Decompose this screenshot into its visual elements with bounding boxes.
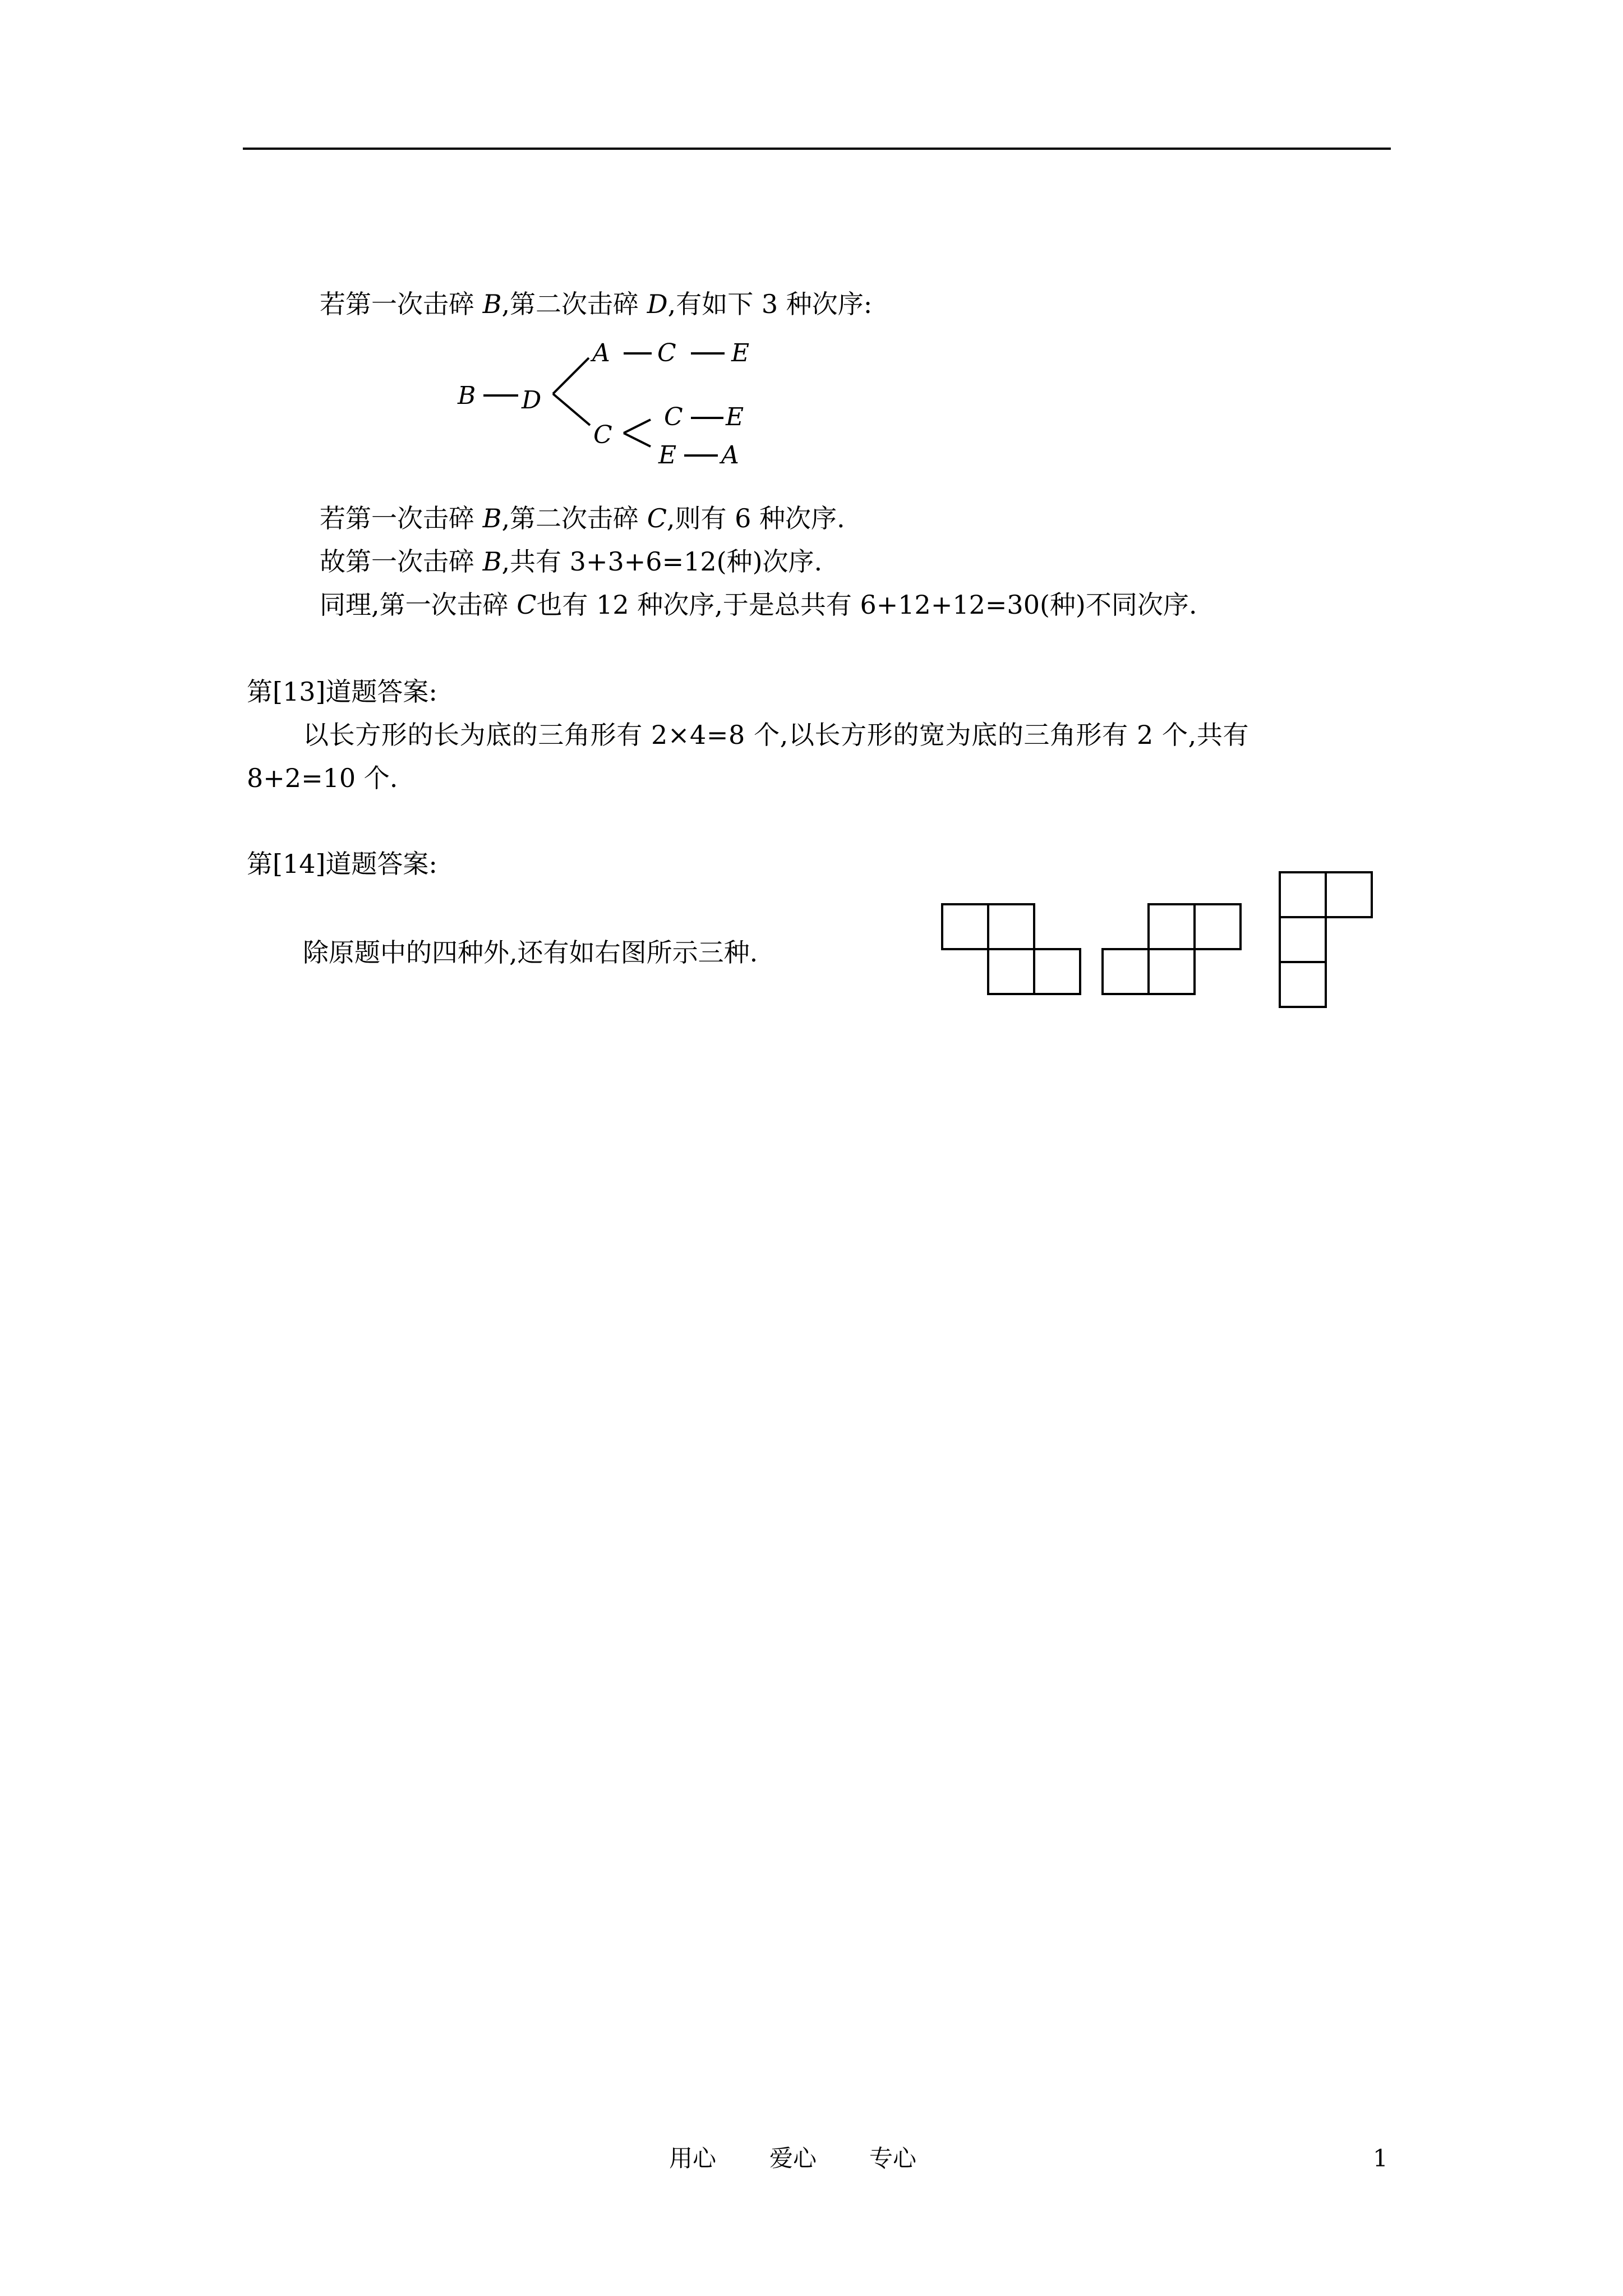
net-figure-2 <box>1103 904 1241 994</box>
tree-node-lower-lower-1: E <box>658 441 677 470</box>
tree-node-upper-3: E <box>731 339 750 367</box>
tree-node-lower-branch: C <box>593 421 612 449</box>
footer-slogan-2: 爱心 <box>769 2145 817 2172</box>
s14-title: 第[14]道题答案: <box>247 849 437 879</box>
s12-line3: 故第一次击碎 B,共有 3+3+6=12(种)次序. <box>320 546 823 577</box>
tree-node-second: D <box>522 386 542 415</box>
tree-node-upper-2: C <box>657 339 676 367</box>
header-rule <box>243 148 1391 150</box>
tree-node-lower-upper-1: C <box>664 403 683 431</box>
s13-body-line1: 以长方形的长为底的三角形有 2×4=8 个,以长方形的宽为底的三角形有 2 个,共有 <box>303 720 1249 750</box>
s13-body-line2: 8+2=10 个. <box>247 763 398 793</box>
tree-edge-d-c <box>553 394 590 425</box>
footer-slogan-1: 用心 <box>669 2145 717 2172</box>
tree-node-lower-upper-2: E <box>726 403 744 431</box>
order-tree-diagram <box>449 331 763 477</box>
cube-net-figures <box>937 867 1380 1013</box>
tree-node-root: B <box>458 381 476 410</box>
tree-node-upper-1: A <box>592 339 610 367</box>
s13-title: 第[13]道题答案: <box>247 677 437 707</box>
s12-line2: 若第一次击碎 B,第二次击碎 C,则有 6 种次序. <box>320 503 845 533</box>
net-figure-1 <box>942 904 1080 994</box>
net-figure-3 <box>1280 872 1372 1007</box>
s14-body: 除原题中的四种外,还有如右图所示三种. <box>303 937 758 968</box>
tree-edge-d-a <box>553 358 589 394</box>
s12-line1: 若第一次击碎 B,第二次击碎 D,有如下 3 种次序: <box>320 289 873 319</box>
tree-edge-c-e2 <box>624 433 651 447</box>
s12-line4: 同理,第一次击碎 C也有 12 种次序,于是总共有 6+12+12=30(种)不同次序. <box>320 590 1197 620</box>
tree-edge-c-c <box>624 420 651 433</box>
footer-slogan-3: 专心 <box>869 2145 917 2172</box>
page-number: 1 <box>1373 2145 1388 2172</box>
tree-node-lower-lower-2: A <box>721 441 739 470</box>
